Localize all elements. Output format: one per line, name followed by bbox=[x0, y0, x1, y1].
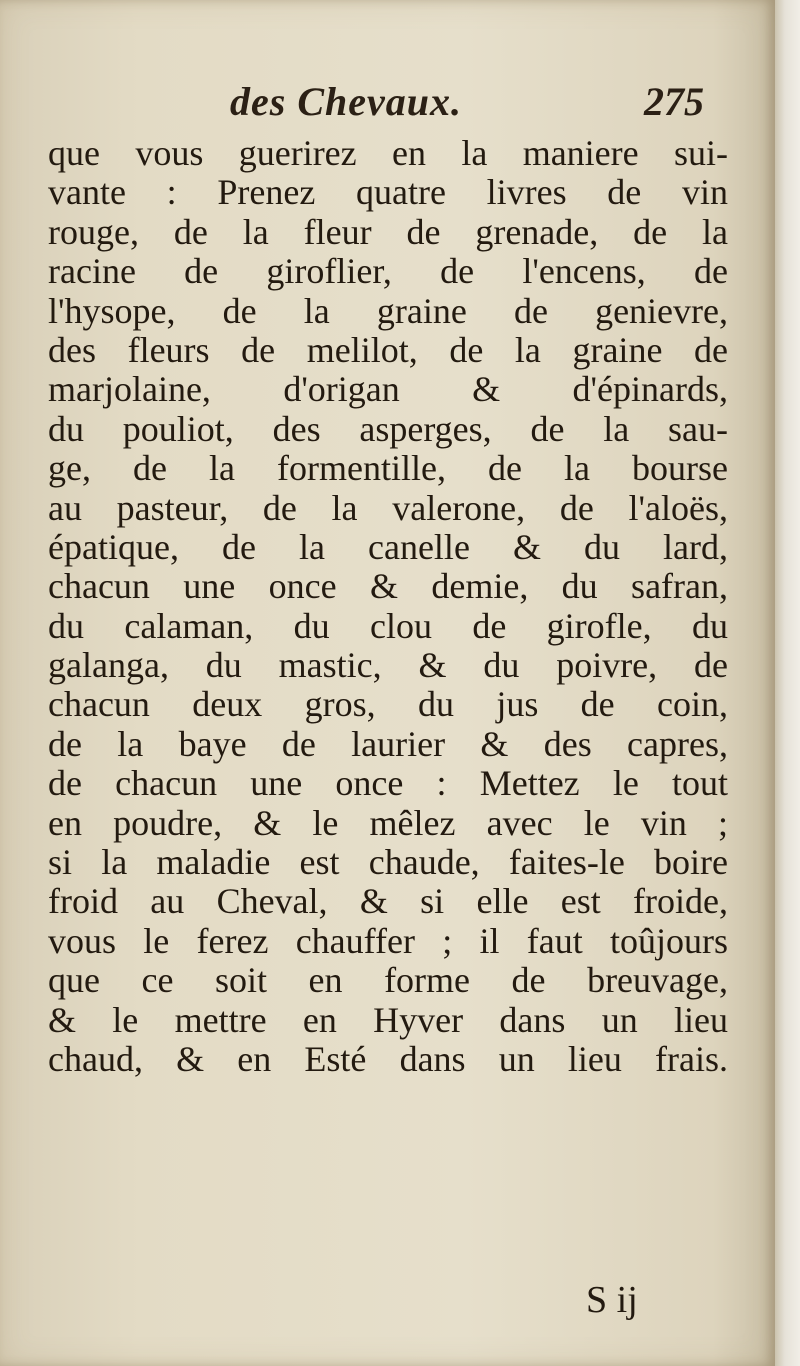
text-line: si la maladie est chaude, faites-le boire bbox=[48, 842, 728, 883]
text-line: des fleurs de melilot, de la graine de bbox=[48, 329, 728, 370]
text-line: du pouliot, des asperges, de la sau- bbox=[48, 408, 728, 449]
text-line: ge, de la formentille, de la bourse bbox=[48, 448, 728, 489]
text-line: marjolaine, d'origan & d'épinards, bbox=[48, 369, 728, 410]
text-line: & le mettre en Hyver dans un lieu bbox=[48, 999, 728, 1040]
text-line: chacun une once & demie, du safran, bbox=[48, 566, 728, 607]
text-line: vous le ferez chauffer ; il faut toûjours bbox=[48, 920, 728, 961]
text-line: que ce soit en forme de breuvage, bbox=[48, 960, 728, 1001]
text-line: vante : Prenez quatre livres de vin bbox=[48, 172, 728, 213]
text-line: rouge, de la fleur de grenade, de la bbox=[48, 211, 728, 252]
page-edge bbox=[775, 0, 800, 1366]
text-line: chaud, & en Esté dans un lieu frais. bbox=[48, 1038, 728, 1079]
text-line: l'hysope, de la graine de genievre, bbox=[48, 290, 728, 331]
text-line: froid au Cheval, & si elle est froide, bbox=[48, 881, 728, 922]
body-text bbox=[48, 134, 728, 1079]
text-line: que vous guerirez en la maniere sui- bbox=[48, 133, 728, 173]
text-line: galanga, du mastic, & du poivre, de bbox=[48, 645, 728, 686]
page-number: 275 bbox=[644, 79, 704, 124]
text-line: de chacun une once : Mettez le tout bbox=[48, 763, 728, 804]
signature-mark: S ij bbox=[586, 1279, 638, 1321]
text-line: de la baye de laurier & des capres, bbox=[48, 723, 728, 764]
text-line: épatique, de la canelle & du lard, bbox=[48, 526, 728, 567]
text-line: racine de giroflier, de l'encens, de bbox=[48, 251, 728, 292]
text-line: du calaman, du clou de girofle, du bbox=[48, 605, 728, 646]
text-line: au pasteur, de la valerone, de l'aloës, bbox=[48, 487, 728, 528]
text-line: en poudre, & le mêlez avec le vin ; bbox=[48, 802, 728, 843]
running-head-title: des Chevaux. bbox=[230, 79, 462, 124]
running-head bbox=[0, 78, 775, 138]
text-line: chacun deux gros, du jus de coin, bbox=[48, 684, 728, 725]
